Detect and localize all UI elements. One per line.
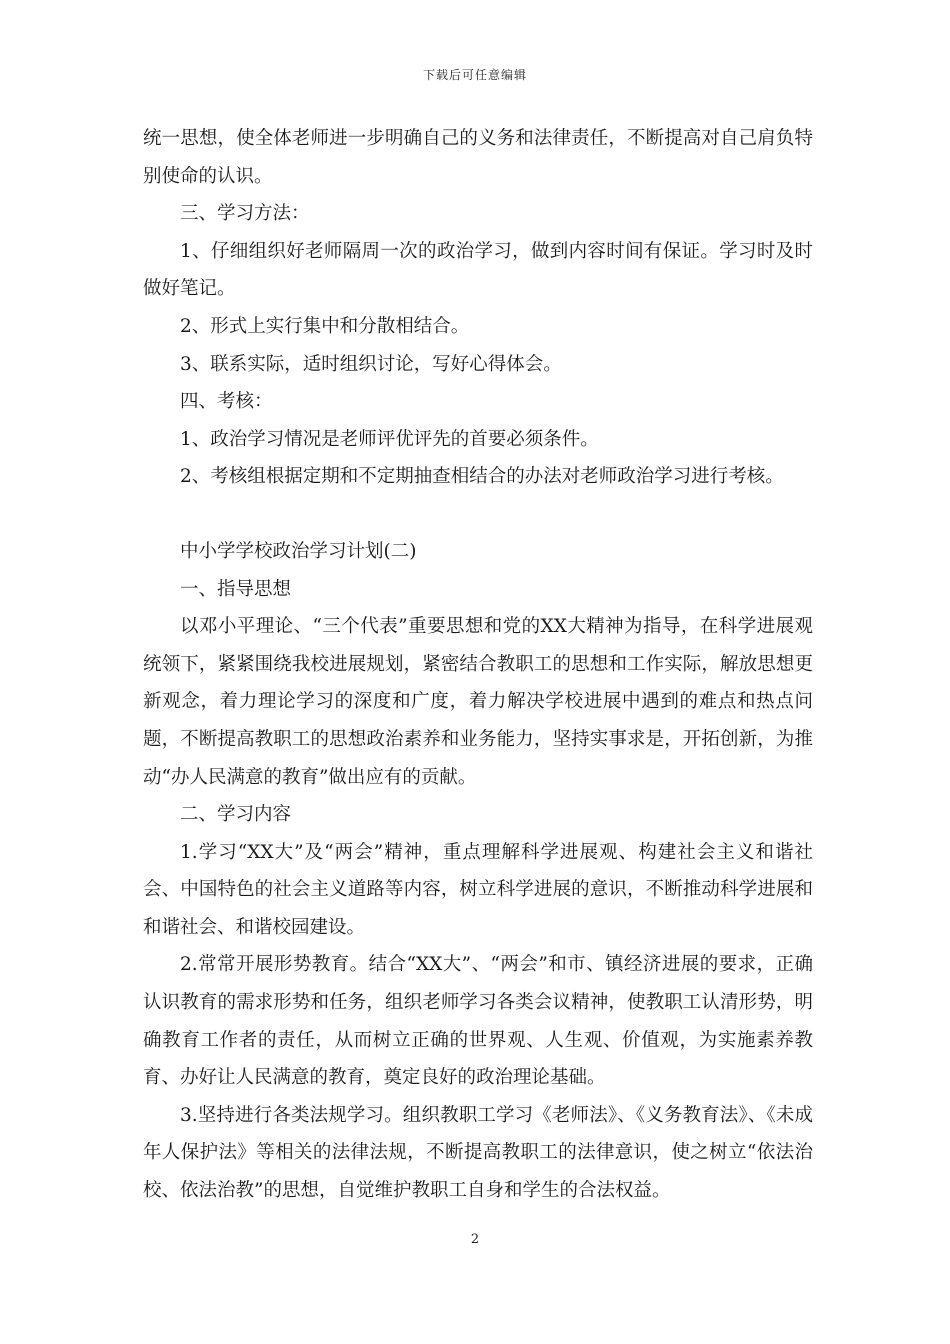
list-item: 1、仔细组织好老师隔周一次的政治学习，做到内容时间有保证。学习时及时做好笔记。 (143, 240, 813, 300)
document-title: 中小学学校政治学习计划(二) (180, 540, 417, 562)
section-heading-assessment: 四、考核： (180, 391, 273, 413)
list-item: 1、政治学习情况是老师评优评先的首要必须条件。 (180, 428, 599, 450)
list-item: 2.常常开展形势教育。结合“XX大”、“两会”和市、镇经济进展的要求，正确认识教育的需求形势和任务，组织老师学习各类会议精神，使教职工认清形势，明确教育工作者的责任，从而树立正确的世界观、人生观、价值观，为实施素养教育、办好让人民满意的教育，奠定良好的政治理论基础。 (143, 954, 813, 1089)
list-item: 2、考核组根据定期和不定期抽查相结合的办法对老师政治学习进行考核。 (180, 466, 784, 488)
list-item: 3、联系实际，适时组织讨论，写好心得体会。 (180, 353, 562, 375)
page-number: 2 (470, 1232, 480, 1247)
section-spacer (143, 496, 813, 533)
section-heading-guiding-ideology: 一、指导思想 (180, 578, 292, 600)
list-item: 1.学习“XX大”及“两会”精神，重点理解科学进展观、构建社会主义和谐社会、中国特色的社会主义道路等内容，树立科学进展的意识，不断推动科学进展和和谐社会、和谐校园建设。 (143, 841, 813, 938)
page-header: 下载后可任意编辑 (422, 68, 527, 82)
list-item: 3.坚持进行各类法规学习。组织教职工学习《老师法》、《义务教育法》、《未成年人保护法》等相关的法律法规，不断提高教职工的法律意识，使之树立“依法治校、依法治教”的思想，自觉维护教职工自身和学生的合法权益。 (143, 1104, 813, 1202)
list-item: 2、形式上实行集中和分散相结合。 (180, 315, 470, 337)
document-body (143, 120, 813, 1210)
paragraph-continuation: 统一思想，使全体老师进一步明确自己的义务和法律责任，不断提高对自己肩负特别使命的认识。 (143, 128, 813, 187)
section-heading-study-methods: 三、学习方法： (180, 203, 310, 225)
section-heading-study-content: 二、学习内容 (180, 804, 292, 826)
paragraph: 以邓小平理论、“三个代表”重要思想和党的XX大精神为指导，在科学进展观统领下，紧紧围绕我校进展规划，紧密结合教职工的思想和工作实际，解放思想更新观念，着力理论学习的深度和广度，着力解决学校进展中遇到的难点和热点问题，不断提高教职工的思想政治素养和业务能力，坚持实事求是，开拓创新，为推动“办人民满意的教育”做出应有的贡献。 (143, 616, 813, 788)
